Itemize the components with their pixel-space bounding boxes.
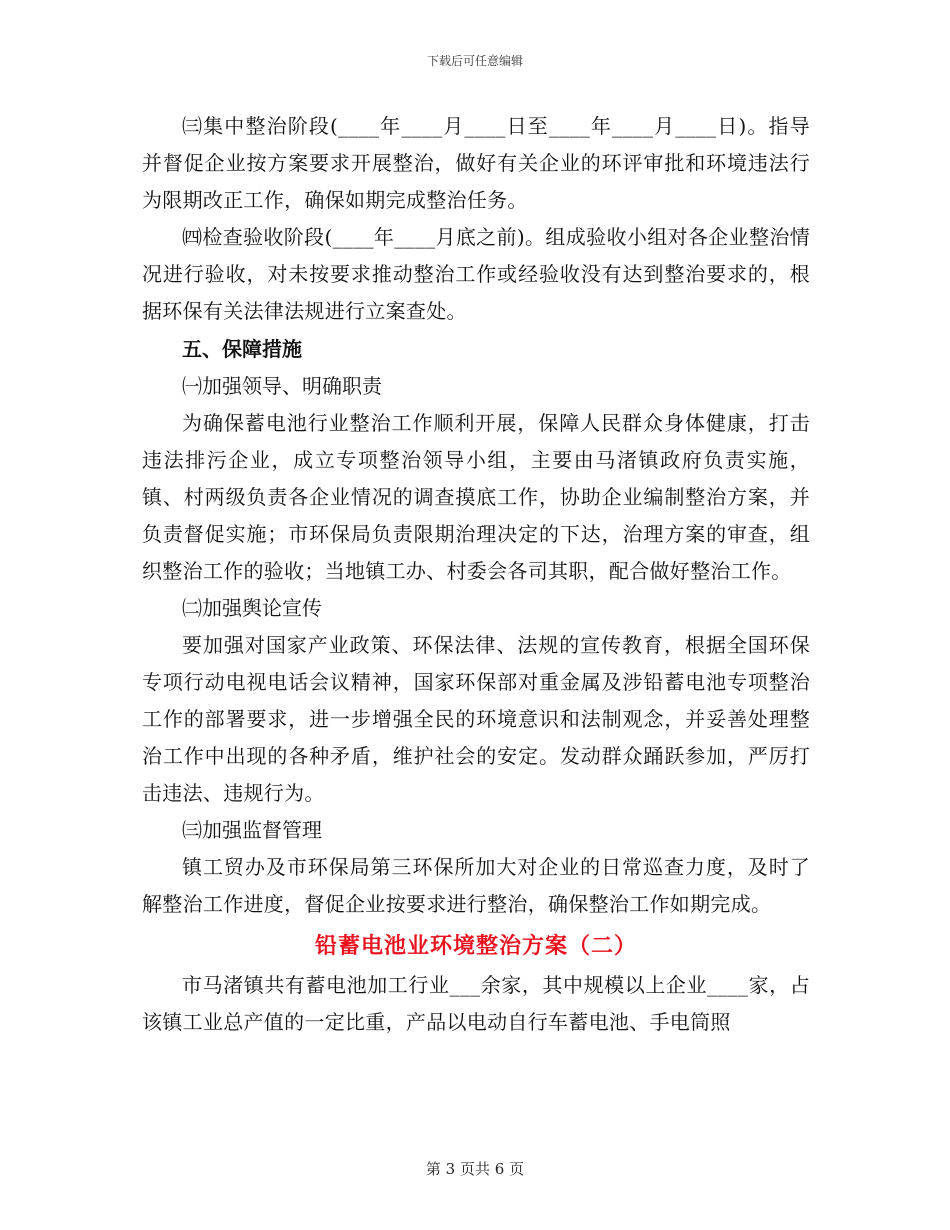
paragraph-publicity: 要加强对国家产业政策、环保法律、法规的宣传教育，根据全国环保专项行动电视电话会议精神，国家环保部对重金属及涉铅蓄电池专项整治工作的部署要求，进一步增强全民的环境意识和法制观念，并妥善处理整治工作中出现的各种矛盾，维护社会的安定。发动群众踊跃参加，严厉打击违法、违规行为。: [142, 633, 810, 805]
paragraph-supervision: 镇工贸办及市环保局第三环保所加大对企业的日常巡查力度，及时了解整治工作进度，督促企业按要求进行整治，确保整治工作如期完成。: [142, 855, 810, 916]
subheading-2: ㈡加强舆论宣传: [182, 596, 322, 620]
paragraph-stage-4: ㈣检查验收阶段(____年____月底之前)。组成验收小组对各企业整治情况进行验收，对未按要求推动整治工作或经验收没有达到整治要求的，根据环保有关法律法规进行立案查处。: [142, 225, 810, 323]
document-body: [142, 108, 810, 1041]
page-header: 下载后可任意编辑: [426, 54, 523, 68]
subheading-1: ㈠加强领导、明确职责: [182, 374, 382, 398]
page-footer: 第 3 页共 6 页: [425, 1160, 525, 1178]
paragraph-leadership: 为确保蓄电池行业整治工作顺利开展，保障人民群众身体健康，打击违法排污企业，成立专项整治领导小组，主要由马渚镇政府负责实施，镇、村两级负责各企业情况的调查摸底工作，协助企业编制整治方案，并负责督促实施；市环保局负责限期治理决定的下达，治理方案的审查，组织整治工作的验收；当地镇工办、村委会各司其职，配合做好整治工作。: [142, 411, 810, 583]
paragraph-stage-3: ㈢集中整治阶段(____年____月____日至____年____月____日)。指导并督促企业按方案要求开展整治，做好有关企业的环评审批和环境违法行为限期改正工作，确保如期完成整治任务。: [142, 114, 810, 212]
paragraph-intro-2: 市马渚镇共有蓄电池加工行业___余家，其中规模以上企业____家，占该镇工业总产值的一定比重，产品以电动自行车蓄电池、手电筒照: [142, 973, 810, 1034]
subheading-3: ㈢加强监督管理: [182, 818, 322, 842]
section-heading-5: 五、保障措施: [182, 337, 302, 361]
document-title-2: 铅蓄电池业环境整治方案（二）: [314, 934, 637, 959]
